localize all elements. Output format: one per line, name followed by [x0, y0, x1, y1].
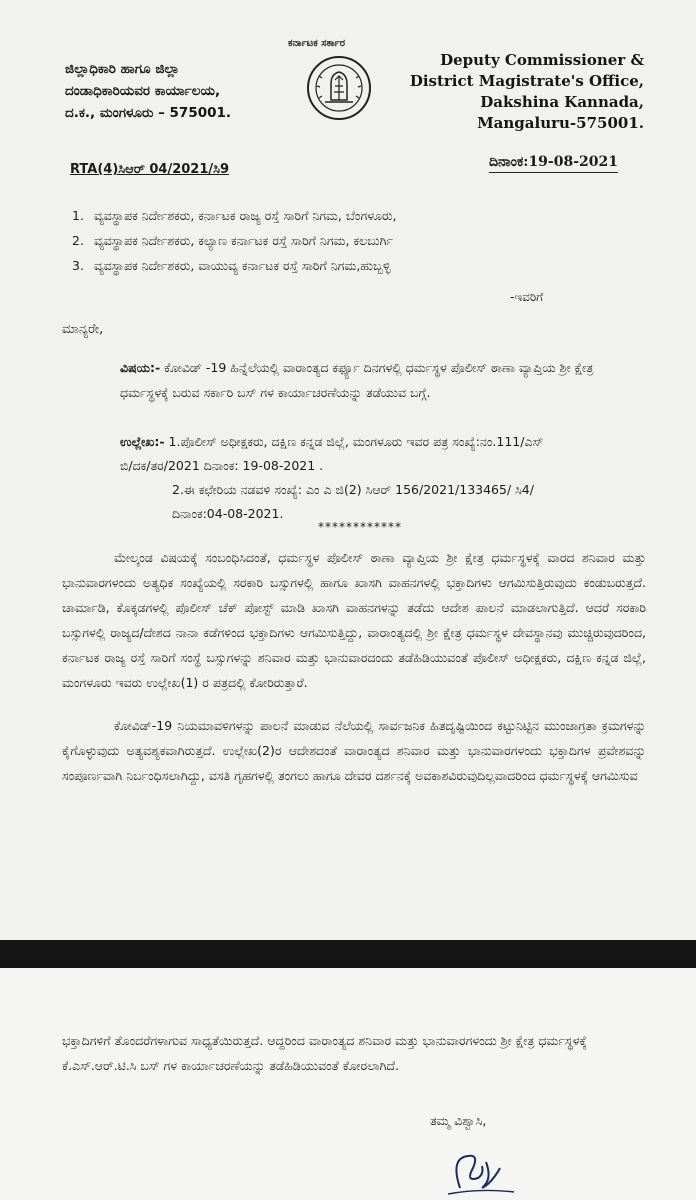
karnataka-emblem-icon — [305, 54, 373, 126]
subject-label: ವಿಷಯ:- — [120, 360, 161, 375]
office-line: ದಂಡಾಧಿಕಾರಿಯವರ ಕಾರ್ಯಾಲಯ, — [65, 83, 221, 99]
item-text: ವ್ಯವಸ್ಥಾಪಕ ನಿರ್ದೇಶಕರು, ವಾಯುವ್ಯ ಕರ್ನಾಟಕ ರಸ್ತೆ ಸಾರಿಗೆ ನಿಗಮ,ಹುಬ್ಬಳ್ಳಿ — [94, 258, 391, 273]
item-number: 3. — [72, 258, 84, 273]
office-name-kannada — [65, 58, 231, 124]
separator-stars: ************ — [318, 520, 402, 534]
letter-page-2 — [0, 968, 696, 1200]
office-line: Deputy Commissioner & — [440, 51, 644, 69]
salutation: ಮಾನ್ಯರೇ, — [62, 322, 104, 337]
body-paragraph-2: ಕೋವಿಡ್-19 ನಿಯಮಾವಳಿಗಳನ್ನು ಪಾಲನೆ ಮಾಡುವ ನೆಲೆಯಲ್ಲಿ ಸಾರ್ವಜನಿಕ ಹಿತದೃಷ್ಟಿಯಿಂದ ಕಟ್ಟುನಿಟ್ಟಿನ ಮುಂಜಾಗ್ರತಾ ಕ್ರಮಗಳನ್ನು ಕೈಗೊಳ್ಳುವುದು ಅತ್ಯವಶ್ಯಕವಾಗಿರುತ್ತದೆ. ಉಲ್ಲೇಖ(2)ರ ಆದೇಶದಂತೆ ವಾರಾಂತ್ಯದ ಶನಿವಾರ ಮತ್ತು ಭಾನುವಾರಗಳಂದು ಭಕ್ತಾದಿಗಳ ಪ್ರವೇಶವನ್ನು ಸಂಪೂರ್ಣವಾಗಿ ನಿರ್ಬಂಧಿಸಲಾಗಿದ್ದು, ವಸತಿ ಗೃಹಗಳಲ್ಲಿ ತಂಗಲು ಹಾಗೂ ದೇವರ ದರ್ಶನಕ್ಕೆ ಅವಕಾಶವಿರುವುದಿಲ್ಲವಾದರಿಂದ ಧರ್ಮಸ್ಥಳಕ್ಕೆ ಆಗಮಿಸುವ — [62, 718, 646, 783]
body-paragraph-1: ಮೇಲ್ಕಂಡ ವಿಷಯಕ್ಕೆ ಸಂಬಂಧಿಸಿದಂತೆ, ಧರ್ಮಸ್ಥಳ ಪೊಲೀಸ್ ಠಾಣಾ ವ್ಯಾಪ್ತಿಯ ಶ್ರೀ ಕ್ಷೇತ್ರ ಧರ್ಮಸ್ಥಳಕ್ಕೆ ವಾರದ ಶನಿವಾರ ಮತ್ತು ಭಾನುವಾರಗಳಂದು ಅತ್ಯಧಿಕ ಸಂಖ್ಯೆಯಲ್ಲಿ ಸರಕಾರಿ ಬಸ್ಸುಗಳಲ್ಲಿ ಹಾಗೂ ಖಾಸಗಿ ವಾಹನಗಳಲ್ಲಿ ಭಕ್ತಾದಿಗಳು ಆಗಮಿಸುತ್ತಿರುವುದು ಕಂಡುಬರುತ್ತದೆ. ಚಾರ್ಮಾಡಿ, ಕೊಕ್ಕಡಗಳಲ್ಲಿ ಪೊಲೀಸ್ ಚೆಕ್ ಪೋಸ್ಟ್ ಮಾಡಿ ಖಾಸಗಿ ವಾಹನಗಳನ್ನು ತಡೆದು ಆದೇಶ ಪಾಲನೆ ಮಾಡಲಾಗುತ್ತಿದೆ. ಆದರೆ ಸರಕಾರಿ ಬಸ್ಸುಗಳಲ್ಲಿ ರಾಜ್ಯದ/ದೇಶದ ನಾನಾ ಕಡೆಗಳಿಂದ ಭಕ್ತಾದಿಗಳು ಆಗಮಿಸುತ್ತಿದ್ದು, ವಾರಾಂತ್ಯದಲ್ಲಿ ಶ್ರೀ ಕ್ಷೇತ್ರ ಧರ್ಮಸ್ಥಳ ದೇವಸ್ಥಾನವು ಮುಚ್ಚಿರುವುದರಿಂದ, ಕರ್ನಾಟಕ ರಾಜ್ಯ ರಸ್ತೆ ಸಾರಿಗೆ ಸಂಸ್ಥೆ ಬಸ್ಸುಗಳನ್ನು ಶನಿವಾರ ಮತ್ತು ಭಾನುವಾರದಂದು ತಡೆಹಿಡಿಯುವಂತೆ ಪೊಲೀಸ್ ಅಧೀಕ್ಷಕರು, ದಕ್ಷಿಣ ಕನ್ನಡ ಜಿಲ್ಲೆ, ಮಂಗಳೂರು ಇವರು ಉಲ್ಲೇಖ(1) ರ ಪತ್ರದಲ್ಲಿ ಕೋರಿರುತ್ತಾರೆ. — [62, 550, 646, 690]
item-text: ವ್ಯವಸ್ಥಾಪಕ ನಿರ್ದೇಶಕರು, ಕಲ್ಯಾಣ ಕರ್ನಾಟಕ ರಸ್ತೆ ಸಾರಿಗೆ ನಿಗಮ, ಕಲಬುರ್ಗಿ — [94, 233, 393, 248]
reference-1-cont: ಬಿ/ದಕ/ತರ/2021 ದಿನಾಂಕ: 19-08-2021 . — [120, 458, 324, 473]
reference-2: 2.ಈ ಕಛೇರಿಯ ನಡವಳಿ ಸಂಖ್ಯೆ: ಎಂ ಎ ಜಿ(2) ಸಿಆರ್ 156/2021/133465/ ಸಿ4/ — [172, 482, 534, 497]
reference-number: RTA(4)ಸಿಆರ್ 04/2021/ಸಿ9 — [70, 162, 230, 177]
list-item — [72, 203, 397, 228]
page-break-band — [0, 940, 696, 968]
office-line: ದ.ಕ., ಮಂಗಳೂರು – 575001. — [65, 105, 232, 121]
reference-2-cont: ದಿನಾಂಕ:04-08-2021. — [172, 506, 284, 521]
government-label: ಕರ್ನಾಟಕ ಸರ್ಕಾರ — [288, 38, 346, 49]
references-label: ಉಲ್ಲೇಖ:- — [120, 434, 165, 449]
item-number: 2. — [72, 233, 84, 248]
signature — [440, 1148, 520, 1204]
to-suffix: -ಇವರಿಗೆ — [510, 290, 544, 304]
office-line: District Magistrate's Office, — [409, 72, 644, 90]
references-block — [120, 430, 640, 526]
item-number: 1. — [72, 208, 84, 223]
letter-date: ದಿನಾಂಕ:19-08-2021 — [489, 154, 618, 173]
item-text: ವ್ಯವಸ್ಥಾಪಕ ನಿರ್ದೇಶಕರು, ಕರ್ನಾಟಕ ರಾಜ್ಯ ರಸ್ತೆ ಸಾರಿಗೆ ನಿಗಮ, ಬೆಂಗಳೂರು, — [94, 208, 397, 223]
office-line: Mangaluru-575001. — [477, 114, 644, 132]
office-name-english — [410, 50, 644, 134]
office-line: Dakshina Kannada, — [480, 93, 644, 111]
body-paragraph-3: ಭಕ್ತಾದಿಗಳಿಗೆ ತೊಂದರೆಗಳಾಗುವ ಸಾಧ್ಯತೆಯಿರುತ್ತದೆ. ಆದ್ದರಿಂದ ವಾರಾಂತ್ಯದ ಶನಿವಾರ ಮತ್ತು ಭಾನುವಾರಗಳಂದು ಶ್ರೀ ಕ್ಷೇತ್ರ ಧರ್ಮಸ್ಥಳಕ್ಕೆ ಕೆ.ಎಸ್.ಆರ್.ಟಿ.ಸಿ ಬಸ್ ಗಳ ಕಾರ್ಯಾಚರಣೆಯನ್ನು ತಡೆಹಿಡಿಯುವಂತೆ ಕೋರಲಾಗಿದೆ. — [62, 1033, 587, 1073]
closing-line: ತಮ್ಮ ವಿಶ್ವಾಸಿ, — [430, 1113, 487, 1128]
list-item — [72, 228, 397, 253]
list-item — [72, 253, 397, 278]
subject-text: ಕೋವಿಡ್ -19 ಹಿನ್ನೆಲೆಯಲ್ಲಿ ವಾರಾಂತ್ಯದ ಕರ್ಫ್ಯೂ ದಿನಗಳಲ್ಲಿ ಧರ್ಮಸ್ಥಳ ಪೊಲೀಸ್ ಠಾಣಾ ವ್ಯಾಪ್ತಿಯ ಶ್ರೀ ಕ್ಷೇತ್ರ ಧರ್ಮಸ್ಥಳಕ್ಕೆ ಬರುವ ಸರ್ಕಾರಿ ಬಸ್ ಗಳ ಕಾರ್ಯಾಚರಣೆಯನ್ನು ತಡೆಯುವ ಬಗ್ಗೆ. — [120, 360, 594, 400]
reference-1: 1.ಪೊಲೀಸ್ ಅಧೀಕ್ಷಕರು, ದಕ್ಷಿಣ ಕನ್ನಡ ಜಿಲ್ಲೆ, ಮಂಗಳೂರು ಇವರ ಪತ್ರ ಸಂಖ್ಯೆ:ನಂ.111/ಎಸ್ — [168, 434, 544, 449]
addressee-list — [72, 203, 397, 278]
subject-block — [120, 355, 640, 405]
office-line: ಜಿಲ್ಲಾಧಿಕಾರಿ ಹಾಗೂ ಜಿಲ್ಲಾ — [65, 61, 180, 77]
